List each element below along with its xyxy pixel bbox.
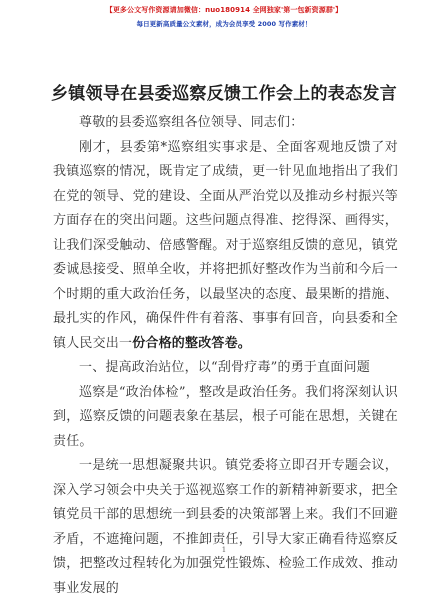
promo-banner-line-2: 每日更新高质量公文素材，成为会员享受 2000 写作素材！	[136, 20, 312, 28]
document-body	[53, 111, 398, 601]
page-number: 1	[221, 546, 227, 554]
document-title: 乡镇领导在县委巡察反馈工作会上的表态发言	[51, 84, 397, 104]
paragraph-opening	[53, 136, 398, 357]
paragraph-section-1-point-1: 一是统一思想凝聚共识。镇党委将立即召开专题会议，深入学习领会中央关于巡视巡察工作的新精神新要求，把全镇党员干部的思想统一到县委的决策部署上来。我们不回避矛盾，不遮掩问题，不推卸责任，引导大家正确看待巡察反馈，把整改过程转化为加强党性锻炼、检验工作成效、推动事业发展的	[53, 458, 398, 596]
paragraph-opening-text: 刚才，县委第*巡察组实事求是、全面客观地反馈了对我镇巡察的情况，既肯定了成绩，更一针见血地指出了我们在党的领导、党的建设、全面从严治党以及推动乡村振兴等方面存在的突出问题。这些问题点得准、挖得深、画得实，让我们深受触动、倍感警醒。对于巡察组反馈的意见，镇党委诚恳接受、照单全收，并将把抓好整改作为当前和今后一个时期的重大政治任务，以最坚决的态度、最果断的措施、最扎实的作风，确保件件有着落、事事有回音，向县委和全镇人民交出一	[53, 139, 398, 351]
paragraph-opening-bold: 份合格的整改答卷。	[132, 335, 252, 351]
paragraph-section-1-intro: 巡察是“政治体检”，整改是政治任务。我们将深刻认识到，巡察反馈的问题表象在基层，根子可能在思想，关键在责任。	[53, 384, 398, 449]
section-heading-1: 一、提高政治站位，以“刮骨疗毒”的勇于直面问题	[79, 360, 370, 375]
salutation: 尊敬的县委巡察组各位领导、同志们：	[79, 115, 304, 130]
promo-banner-line-1: 【更多公文写作资源请加微信：nuo180914 全网独家'第一包新资源群'】	[105, 6, 343, 14]
